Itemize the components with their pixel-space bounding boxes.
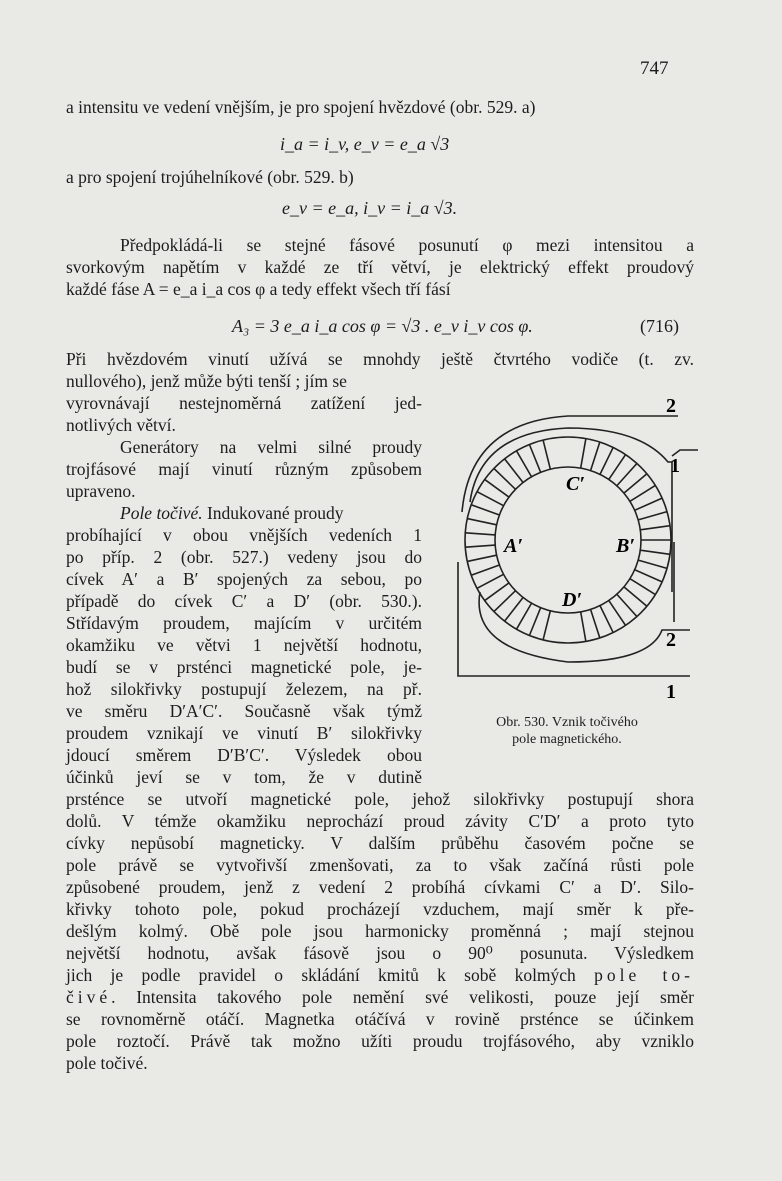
text-line: hož silokřivky postupují železem, na př. — [66, 679, 422, 699]
text-line: Předpokládá-li se stejné fásové posunutí φ mezi intensitou a — [120, 235, 694, 255]
text-line: případě do cívek C′ a D′ (obr. 530.). — [66, 591, 422, 611]
winding — [477, 574, 503, 588]
text-line: probíhající v obou vnějších vedeních 1 — [66, 525, 422, 545]
section-heading: Pole točivé. — [120, 503, 203, 523]
formula-star: i_a = i_v, e_v = e_a √3 — [280, 134, 450, 154]
text-fragment: Indukované proudy — [202, 503, 344, 523]
winding — [517, 603, 532, 629]
text-line: každé fáse A = e_a i_a cos φ a tedy effekt všech tří fásí — [66, 279, 451, 299]
text-line: jdoucí směrem D′B′C′. Výsledek obou — [66, 745, 422, 765]
winding — [529, 608, 540, 636]
winding — [609, 601, 626, 626]
emphasis-term: čivé — [66, 987, 112, 1007]
winding — [640, 526, 670, 530]
winding — [505, 459, 523, 483]
winding — [494, 591, 516, 612]
ring-outer — [465, 437, 671, 643]
text-line: Generátory na velmi silné proudy — [120, 437, 422, 457]
text-line: upraveno. — [66, 481, 136, 501]
text-line: účinků jeví se v tom, že v dutině — [66, 767, 422, 787]
text-line — [66, 964, 694, 986]
page-number: 747 — [640, 58, 669, 79]
winding — [630, 485, 655, 501]
wire-2-lead — [462, 416, 678, 512]
winding — [543, 611, 550, 640]
winding — [467, 555, 496, 561]
winding — [591, 442, 600, 471]
coil-windings — [465, 439, 671, 642]
label-2-bottom: 2 — [666, 629, 676, 651]
formula-delta: e_v = e_a, i_v = i_a √3. — [282, 198, 458, 218]
winding — [485, 583, 509, 601]
text-line: Při hvězdovém vinutí užívá se mnohdy ještě čtvrtého vodiče (t. zv. — [66, 349, 694, 369]
text-line: okamžiku ve větvi 1 největší hodnotu, — [66, 635, 422, 655]
text-line: dešlým kolmý. Obě pole jsou harmonicky proměnná ; mají stejnou — [66, 921, 694, 941]
winding — [581, 612, 586, 642]
text-line: ve směru D′A′C′. Současně však týmž — [66, 701, 422, 721]
text-line: nullového), jenž může býti tenší ; jím se — [66, 371, 347, 391]
winding — [609, 455, 626, 480]
text-line: pole roztočí. Právě tak možno užíti proudu trojfásového, aby vzniklo — [66, 1031, 694, 1051]
text-fragment: jich je podle pravidel o skládání kmitů k sobě kolmých — [66, 965, 595, 985]
winding — [465, 533, 495, 535]
label-1-top: 1 — [670, 455, 680, 477]
text-line: budí se v prsténci magnetické pole, je- — [66, 657, 422, 677]
label-d: D′ — [562, 589, 583, 611]
winding — [635, 570, 662, 582]
text-line: největší hodnotu, avšak fásově jsou o 90⁰ posunuta. Výsledkem — [66, 943, 694, 963]
winding — [505, 598, 523, 622]
winding — [465, 545, 495, 547]
ring-coil-icon — [440, 392, 700, 704]
text-line: prsténce se utvoří magnetické pole, jehož silokřivky postupují shora — [66, 789, 694, 809]
text-line: proudem vznikají ve vinutí B′ silokřivky — [66, 723, 422, 743]
winding — [617, 594, 637, 616]
text-line: pole točivé. — [66, 1053, 148, 1073]
caption-line: pole magnetického. — [512, 732, 622, 747]
winding — [529, 445, 540, 473]
text-line — [120, 502, 344, 524]
winding — [624, 474, 647, 493]
figure-caption — [462, 714, 672, 748]
winding — [638, 512, 667, 520]
text-line: dolů. V témže okamžiku neprochází proud závity C′D′ a proto tyto — [66, 811, 694, 831]
winding — [624, 587, 647, 606]
text-line: a pro spojení trojúhelníkové (obr. 529. b) — [66, 167, 354, 187]
winding — [485, 479, 509, 497]
winding — [494, 468, 516, 489]
winding — [517, 451, 532, 477]
winding — [591, 609, 600, 638]
text-line: notlivých větví. — [66, 415, 176, 435]
winding — [630, 579, 655, 595]
text-line: křivky tohoto pole, pokud procházejí vzduchem, mají směr k pře- — [66, 899, 694, 919]
text-line: svorkovým napětím v každé ze tří větví, je elektrický effekt proudový — [66, 257, 694, 277]
text-line: Střídavým proudem, majícím v určitém — [66, 613, 422, 633]
emphasis-term: pole to- — [594, 965, 694, 985]
text-line: vyrovnávají nestejnoměrná zatížení jed- — [66, 393, 422, 413]
winding — [600, 447, 613, 474]
winding — [581, 439, 586, 469]
label-a: A′ — [504, 535, 523, 557]
winding — [543, 440, 550, 469]
text-line: a intensitu ve vedení vnějším, je pro spojení hvězdové (obr. 529. a) — [66, 97, 536, 117]
text-line — [66, 986, 694, 1008]
winding — [477, 492, 503, 506]
winding — [471, 565, 499, 575]
text-line: cívek A′ a B′ spojených za sebou, po — [66, 569, 422, 589]
caption-line: Obr. 530. Vznik točivého — [496, 715, 638, 730]
equation-number: (716) — [640, 316, 679, 336]
formula-power: A₃ = 3 e_a i_a cos φ = √3 . e_v i_v cos φ. — [232, 316, 533, 336]
winding — [467, 519, 496, 525]
winding — [617, 463, 637, 485]
label-b: B′ — [616, 535, 635, 557]
text-line: po příp. 2 (obr. 527.) vedeny jsou do — [66, 547, 422, 567]
text-line: pole právě se vytvořivší zmenšovati, za to však začíná růsti pole — [66, 855, 694, 875]
winding — [600, 606, 613, 633]
wire-2-bottom — [479, 592, 690, 662]
label-c: C′ — [566, 473, 585, 495]
text-line: se rovnoměrně otáčí. Magnetka otáčívá v rovině prsténce se účinkem — [66, 1009, 694, 1029]
winding — [640, 550, 670, 554]
winding — [471, 505, 499, 515]
text-line: cívky nepůsobí magneticky. V dalším průběhu časovém počne se — [66, 833, 694, 853]
label-1-bottom: 1 — [666, 681, 676, 703]
winding — [638, 560, 667, 568]
winding — [635, 498, 662, 510]
text-fragment: . Intensita takového pole nemění své velikosti, pouze její směr — [111, 987, 694, 1007]
label-2-top: 2 — [666, 395, 676, 417]
text-line: způsobené proudem, jenž z vedení 2 probíhá cívkami C′ a D′. Silo- — [66, 877, 694, 897]
text-line: trojfásové mají vinutí různým způsobem — [66, 459, 422, 479]
